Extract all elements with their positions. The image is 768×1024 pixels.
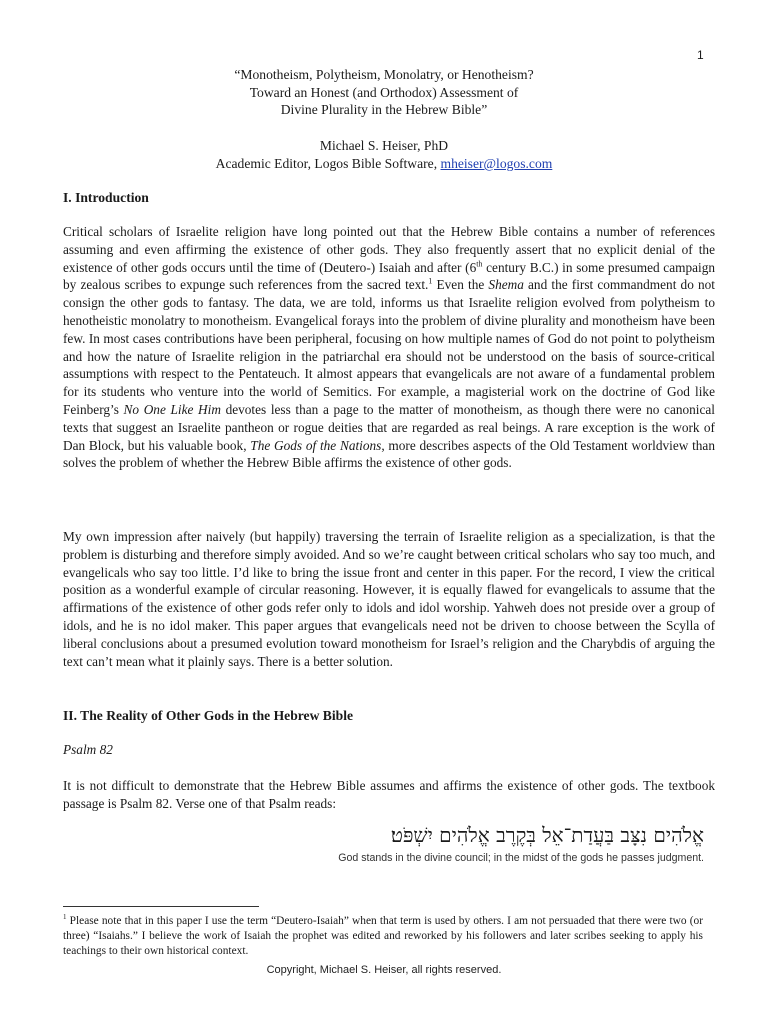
footnote-divider: [63, 906, 259, 907]
title-line-1: “Monotheism, Polytheism, Monolatry, or Henotheism?: [234, 67, 534, 82]
intro-paragraph-2: My own impression after naively (but happily) traversing the terrain of Israelite religion as a specialization, is that the problem is disturbing and therefore simply avoided. And so we’re caught between critical scholars who say too much, and evangelicals who say too little. I’d like to bring the issue front and center in this paper. For the record, I view the critical position as a wonderful example of circular reasoning. However, it is equally flawed for evangelicals to assume that the affirmations of the existence of other gods refer only to idols and idol worship. Yahweh does not preside over a group of idols, and he is no idol maker. This paper argues that evangelicals need not be driven to choose between the Scylla of liberal conclusions about a presumed evolution toward monotheism for Israel’s religion and the Charybdis of arguing the text can’t mean what it plainly says. There is a better solution.: [63, 529, 715, 669]
section2-paragraph-1: It is not difficult to demonstrate that the Hebrew Bible assumes and affirms the existence of other gods. The textbook passage is Psalm 82. Verse one of that Psalm reads:: [63, 778, 715, 811]
para-text: Even the: [432, 277, 489, 293]
book-title: The Gods of the Nations: [250, 437, 382, 453]
subheading-psalm-82: Psalm 82: [63, 742, 113, 757]
paper-title: [0, 66, 768, 119]
para-text: Critical scholars of Israelite religion have long pointed out that the Hebrew Bible contains a number of references assuming and even affirming the existence of other gods. They also frequently assert that no explicit denial of the existence of other gods occurs until the time of (Deutero-) Isaiah and after (6: [63, 224, 715, 275]
book-title: No One Like Him: [123, 401, 221, 417]
footnote-ref[interactable]: 1: [428, 276, 433, 286]
section-heading-introduction: I. Introduction: [63, 190, 149, 205]
copyright-notice: Copyright, Michael S. Heiser, all rights reserved.: [266, 964, 502, 976]
author-name: Michael S. Heiser, PhD: [319, 138, 449, 153]
para-text: century B.C.) in some presumed campaign by zealous scribes to expunge such references from the sacred text.: [63, 259, 715, 293]
para-text: devotes less than a page to the matter of monotheism, as though there were no canonical texts that suggest an Israelite pantheon or rogue deities that are regarded as real beings. A rare exception is the work of Dan Block, but his valuable book,: [63, 401, 715, 453]
footnote-text: Please note that in this paper I use the term “Deutero-Isaiah” when that term is used by others. I am not persuaded that there were two (or three) “Isaiahs.” I believe the work of Isaiah the prophet was edited and reworked by his followers and later scribes seeking to apply his teachings to their own historical context.: [63, 915, 703, 957]
affiliation-text: Academic Editor, Logos Bible Software,: [215, 156, 441, 171]
author-block: [0, 137, 768, 173]
italic-term: Shema: [488, 277, 524, 293]
section-heading-other-gods: II. The Reality of Other Gods in the Hebrew Bible: [63, 708, 354, 723]
verse-translation: God stands in the divine council; in the midst of the gods he passes judgment.: [338, 852, 704, 864]
superscript: th: [476, 259, 483, 269]
hebrew-verse: אֱלֹהִים נִצָּב בַּעֲדַת־אֵל בְּקֶרֶב אֱלֹהִים יִשְׁפֹּט׃: [390, 823, 704, 847]
author-affiliation: [0, 155, 768, 173]
email-link[interactable]: mheiser@logos.com: [440, 156, 553, 171]
footnote-number: 1: [63, 913, 67, 922]
intro-paragraph-1: [63, 223, 715, 472]
page-number: 1: [697, 48, 704, 62]
para-text: , more describes aspects of the Old Testament worldview than solves the problem of whether the Hebrew Bible affirms the existence of other gods.: [63, 437, 715, 471]
footnote: [63, 914, 703, 959]
title-line-3: Divine Plurality in the Hebrew Bible”: [280, 102, 488, 117]
para-text: and the first commandment do not consign the other gods to fantasy. The data, we are told, informs us that Israelite religion evolved from polytheism to henotheistic monolatry to monotheism. Evangelical forays into the problem of divine plurality and monotheism have been few. In most cases contributions have been peripheral, focusing on how multiple names of God do not point to polytheism and how the nature of Israelite religion in the patriarchal era should not be understood on the basis of source-critical assumptions with respect to the Pentateuch. It almost appears that evangelicals are not aware of a fundamental problem for its students who venture into the world of Semitics. For example, a magisterial work on the doctrine of God like Feinberg’s: [63, 277, 715, 417]
title-line-2: Toward an Honest (and Orthodox) Assessment of: [249, 84, 519, 100]
